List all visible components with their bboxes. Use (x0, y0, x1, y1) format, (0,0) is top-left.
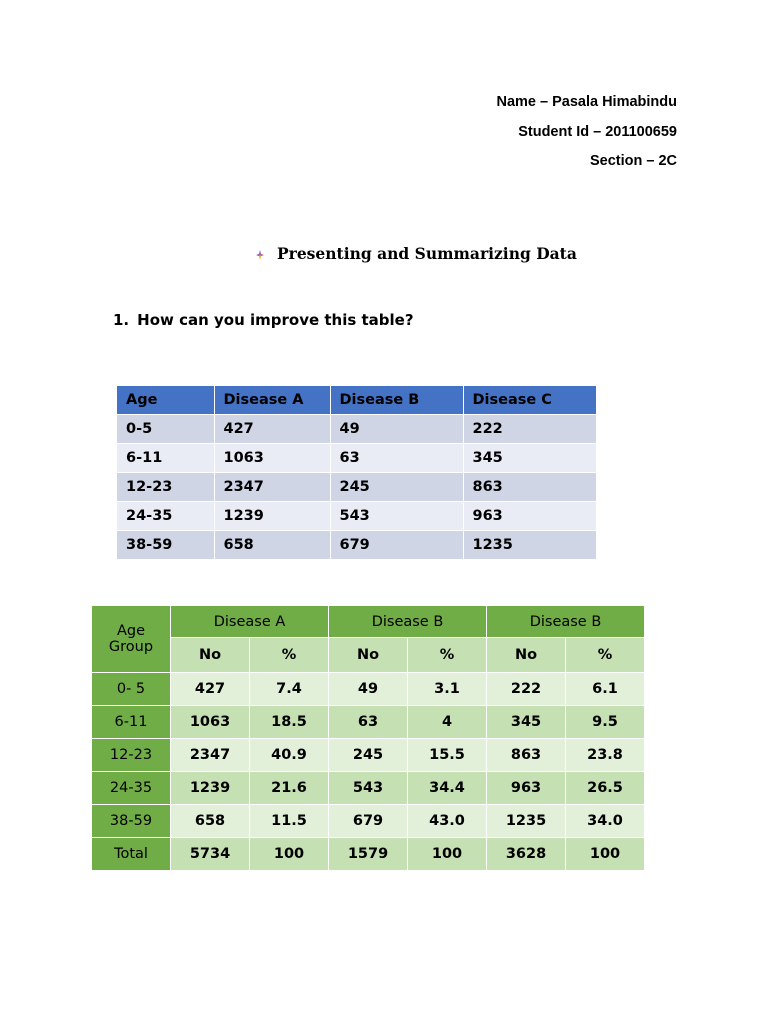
section-title-text: Presenting and Summarizing Data (277, 244, 577, 263)
table-row (92, 706, 645, 739)
table-cell: 963 (463, 501, 596, 530)
student-id: Student Id – 201100659 (518, 123, 677, 140)
table-cell: 543 (330, 501, 463, 530)
table-cell: 49 (329, 673, 408, 706)
table-row (117, 472, 596, 501)
disease-header-row (92, 606, 645, 638)
table-row (92, 673, 645, 706)
table-cell: 427 (171, 673, 250, 706)
table-cell: 63 (329, 706, 408, 739)
table-cell: 18.5 (250, 706, 329, 739)
column-header: Disease A (214, 386, 330, 414)
table-cell: 6-11 (117, 443, 214, 472)
table-row (92, 739, 645, 772)
table-cell: 11.5 (250, 805, 329, 838)
age-cell: 0- 5 (92, 673, 171, 706)
table-cell: 963 (487, 772, 566, 805)
disease-header: Disease B (329, 606, 487, 638)
table-cell: 100 (566, 838, 645, 871)
age-cell: 24-35 (92, 772, 171, 805)
age-group-header-line: Age (116, 623, 146, 639)
table-cell: 3628 (487, 838, 566, 871)
column-header: Disease B (330, 386, 463, 414)
four-point-star-bullet-icon (254, 248, 266, 262)
table-cell: 100 (408, 838, 487, 871)
table-cell: 658 (171, 805, 250, 838)
original-disease-table (117, 386, 597, 560)
table-cell: 427 (214, 414, 330, 443)
table-cell: 543 (329, 772, 408, 805)
table-cell: 6.1 (566, 673, 645, 706)
table-cell: 23.8 (566, 739, 645, 772)
table-cell: 863 (487, 739, 566, 772)
table-cell: 21.6 (250, 772, 329, 805)
table-cell: 0-5 (117, 414, 214, 443)
table-row (117, 414, 596, 443)
subheader-cell: % (408, 638, 487, 673)
table-cell: 100 (250, 838, 329, 871)
table-cell: 34.0 (566, 805, 645, 838)
age-group-header-line: Group (108, 639, 154, 655)
subheader-cell: No (487, 638, 566, 673)
table-cell: 5734 (171, 838, 250, 871)
table-cell: 9.5 (566, 706, 645, 739)
table-cell: 12-23 (117, 472, 214, 501)
table-cell: 1239 (171, 772, 250, 805)
table-cell: 245 (330, 472, 463, 501)
table-row (92, 772, 645, 805)
table-cell: 3.1 (408, 673, 487, 706)
table-cell: 1239 (214, 501, 330, 530)
age-group-header (92, 606, 171, 673)
table-cell: 658 (214, 530, 330, 559)
table-cell: 2347 (214, 472, 330, 501)
table-cell: 345 (487, 706, 566, 739)
table-cell: 1579 (329, 838, 408, 871)
table-cell: 1235 (487, 805, 566, 838)
age-cell: Total (92, 838, 171, 871)
question-number: 1. (113, 311, 130, 329)
table-cell: 2347 (171, 739, 250, 772)
table-cell: 7.4 (250, 673, 329, 706)
disease-header: Disease B (487, 606, 645, 638)
section-heading (254, 244, 577, 263)
total-row (92, 838, 645, 871)
age-cell: 6-11 (92, 706, 171, 739)
table-cell: 43.0 (408, 805, 487, 838)
table-cell: 1235 (463, 530, 596, 559)
table-cell: 679 (330, 530, 463, 559)
table-cell: 345 (463, 443, 596, 472)
disease-header: Disease A (171, 606, 329, 638)
column-header: Age (117, 386, 214, 414)
table-cell: 679 (329, 805, 408, 838)
table-row (117, 443, 596, 472)
subheader-cell: % (250, 638, 329, 673)
table-cell: 63 (330, 443, 463, 472)
subheader-row (92, 638, 645, 673)
improved-disease-table (91, 605, 645, 871)
table-header-row (117, 386, 596, 414)
table-cell: 1063 (214, 443, 330, 472)
table-cell: 40.9 (250, 739, 329, 772)
student-info (496, 92, 677, 181)
table-cell: 1063 (171, 706, 250, 739)
student-section: Section – 2C (589, 153, 677, 169)
table-cell: 245 (329, 739, 408, 772)
table-cell: 26.5 (566, 772, 645, 805)
table-cell: 4 (408, 706, 487, 739)
subheader-cell: % (566, 638, 645, 673)
subheader-cell: No (329, 638, 408, 673)
table-cell: 15.5 (408, 739, 487, 772)
table-cell: 34.4 (408, 772, 487, 805)
age-cell: 38-59 (92, 805, 171, 838)
table-cell: 24-35 (117, 501, 214, 530)
table-row (117, 530, 596, 559)
table-row (92, 805, 645, 838)
table-cell: 49 (330, 414, 463, 443)
table-row (117, 501, 596, 530)
table-cell: 222 (463, 414, 596, 443)
age-cell: 12-23 (92, 739, 171, 772)
table-cell: 38-59 (117, 530, 214, 559)
column-header: Disease C (463, 386, 596, 414)
question-1 (113, 311, 414, 329)
student-name: Name – Pasala Himabindu (496, 94, 677, 110)
question-text: How can you improve this table? (137, 311, 414, 329)
subheader-cell: No (171, 638, 250, 673)
table-cell: 222 (487, 673, 566, 706)
table-cell: 863 (463, 472, 596, 501)
